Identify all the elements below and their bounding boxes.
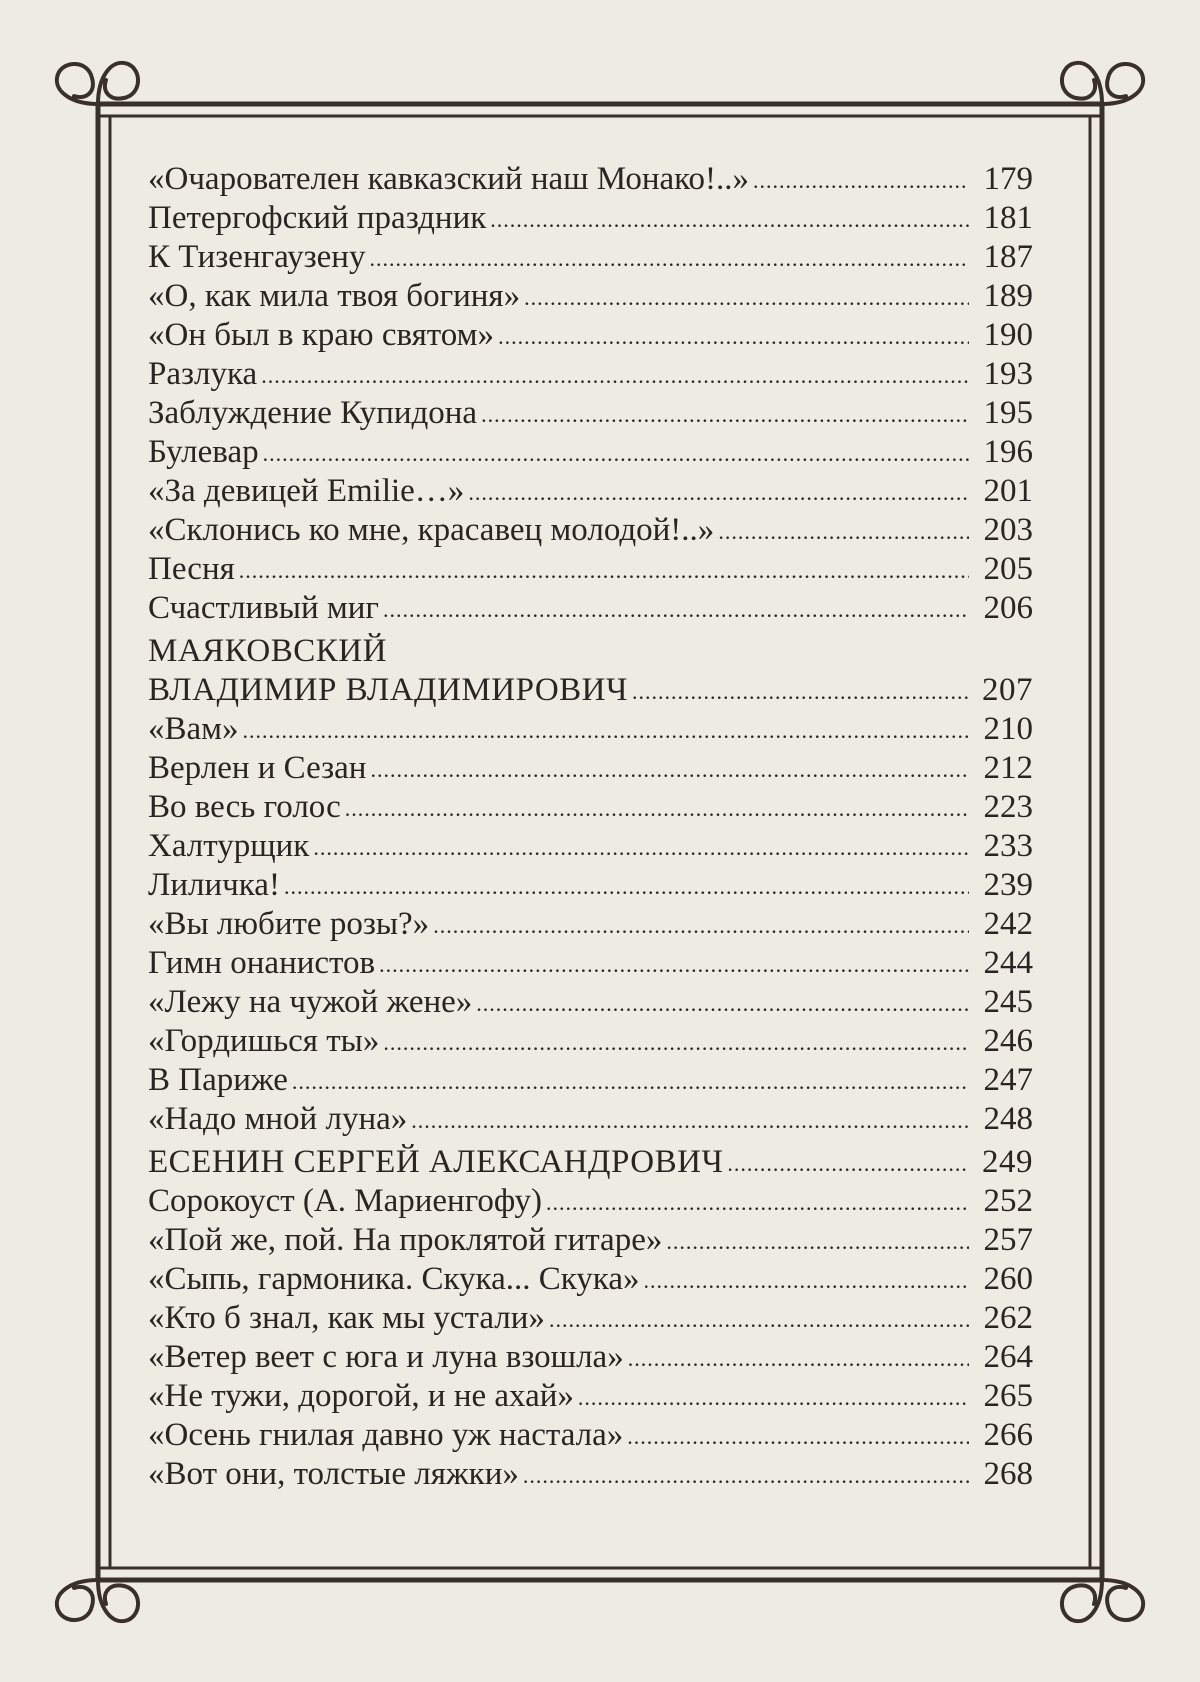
corner-flourish-top-right	[1062, 63, 1143, 104]
dot-leader	[718, 512, 969, 551]
toc-entry[interactable]	[148, 1455, 1033, 1494]
corner-flourish-bottom-left	[57, 1580, 138, 1621]
toc-entry[interactable]	[148, 788, 1033, 827]
toc-entry[interactable]	[148, 1100, 1033, 1139]
toc-entry[interactable]	[148, 710, 1033, 749]
toc-entry-page: 201	[983, 473, 1033, 509]
toc-entry-title: Во весь голос	[148, 789, 341, 825]
toc-entry-title: «Кто б знал, как мы устали»	[148, 1300, 545, 1336]
toc-entry-title: «Вот они, толстые ляжки»	[148, 1456, 519, 1492]
toc-entry[interactable]	[148, 1338, 1033, 1377]
toc-entry-title: Песня	[148, 551, 235, 587]
toc-entry[interactable]	[148, 550, 1033, 589]
toc-entry[interactable]	[148, 1260, 1033, 1299]
dot-leader	[727, 1144, 969, 1183]
toc-entry-page: 203	[983, 512, 1033, 548]
dot-leader	[632, 672, 969, 711]
dot-leader	[433, 906, 969, 945]
toc-entry-title: Счастливый миг	[148, 590, 379, 626]
toc-entry-title: «Вам»	[148, 711, 239, 747]
toc-entry-page: 252	[983, 1183, 1033, 1219]
author-heading-entry[interactable]	[148, 671, 1033, 710]
toc-entry[interactable]	[148, 749, 1033, 788]
toc-entry-page: 189	[983, 278, 1033, 314]
dot-leader	[481, 395, 969, 434]
toc-entry-title: Булевар	[148, 434, 259, 470]
toc-entry-page: 264	[983, 1339, 1033, 1375]
toc-entry-page: 246	[983, 1023, 1033, 1059]
toc-entry-page: 206	[983, 590, 1033, 626]
toc-entry-title: Гимн онанистов	[148, 945, 376, 981]
toc-entry-title: Сорокоуст (А. Мариенгофу)	[148, 1183, 542, 1219]
author-heading-page: 249	[982, 1144, 1033, 1180]
toc-section-3	[148, 1143, 1033, 1494]
toc-entry-title: «Не тужи, дорогой, и не ахай»	[148, 1378, 574, 1414]
toc-entry[interactable]	[148, 472, 1033, 511]
toc-entry[interactable]	[148, 1416, 1033, 1455]
toc-entry-page: 233	[983, 828, 1033, 864]
toc-entry-title: «Гордишься ты»	[148, 1023, 380, 1059]
toc-entry-title: Халтурщик	[148, 828, 310, 864]
toc-entry-title: «Он был в краю святом»	[148, 317, 495, 353]
toc-entry-page: 257	[983, 1222, 1033, 1258]
toc-entry[interactable]	[148, 433, 1033, 472]
toc-entry[interactable]	[148, 827, 1033, 866]
toc-entry[interactable]	[148, 316, 1033, 355]
toc-entry-page: 212	[983, 750, 1033, 786]
dot-leader	[498, 317, 969, 356]
dot-leader	[524, 278, 969, 317]
toc-entry-page: 245	[983, 984, 1033, 1020]
toc-entry[interactable]	[148, 905, 1033, 944]
author-heading: ЕСЕНИН СЕРГЕЙ АЛЕКСАНДРОВИЧ	[148, 1144, 724, 1180]
toc-entry-title: Петергофский праздник	[148, 200, 487, 236]
dot-leader	[643, 1261, 969, 1300]
toc-entry[interactable]	[148, 160, 1033, 199]
toc-entry-title: «Сыпь, гармоника. Скука... Скука»	[148, 1261, 640, 1297]
author-heading-line-2: ВЛАДИМИР ВЛАДИМИРОВИЧ	[148, 672, 628, 708]
toc-entry[interactable]	[148, 199, 1033, 238]
toc-entry[interactable]	[148, 589, 1033, 628]
toc-entry[interactable]	[148, 866, 1033, 905]
toc-entry[interactable]	[148, 1377, 1033, 1416]
dot-leader	[263, 434, 969, 473]
toc-entry-title: В Париже	[148, 1062, 288, 1098]
dot-leader	[549, 1300, 969, 1339]
dot-leader	[379, 945, 969, 984]
toc-entry-title: «Ветер веет с юга и луна взошла»	[148, 1339, 624, 1375]
toc-entry-page: 266	[983, 1417, 1033, 1453]
toc-entry-page: 247	[983, 1062, 1033, 1098]
toc-entry-page: 223	[983, 789, 1033, 825]
toc-entry[interactable]	[148, 238, 1033, 277]
dot-leader	[578, 1378, 969, 1417]
toc-entry[interactable]	[148, 1299, 1033, 1338]
toc-entry-title: «Очарователен кавказский наш Монако!..»	[148, 161, 749, 197]
toc-entry-title: «Склонись ко мне, красавец молодой!..»	[148, 512, 715, 548]
corner-flourish-top-left	[57, 63, 138, 104]
toc-entry-page: 205	[983, 551, 1033, 587]
toc-entry-title: Заблуждение Купидона	[148, 395, 478, 431]
toc-entry-title: «Осень гнилая давно уж настала»	[148, 1417, 624, 1453]
dot-leader	[490, 200, 969, 239]
toc-entry-title: «Надо мной луна»	[148, 1101, 408, 1137]
dot-leader	[753, 161, 969, 200]
dot-leader	[546, 1183, 969, 1222]
toc-entry-title: «За девицей Emilie…»	[148, 473, 465, 509]
dot-leader	[411, 1101, 969, 1140]
toc-entry[interactable]	[148, 983, 1033, 1022]
toc-entry-title: «Лежу на чужой жене»	[148, 984, 473, 1020]
toc-entry-page: 193	[983, 356, 1033, 392]
dot-leader	[476, 984, 969, 1023]
dot-leader	[468, 473, 969, 512]
toc-entry-page: 248	[983, 1101, 1033, 1137]
toc-entry-title: Разлука	[148, 356, 258, 392]
toc-entry[interactable]	[148, 355, 1033, 394]
toc-entry-page: 179	[983, 161, 1033, 197]
dot-leader	[239, 551, 969, 590]
dot-leader	[628, 1339, 969, 1378]
corner-flourish-bottom-right	[1062, 1580, 1143, 1621]
toc-entry[interactable]	[148, 394, 1033, 433]
author-heading-page: 207	[982, 672, 1033, 708]
toc-entry-page: 210	[983, 711, 1033, 747]
toc-entry-title: «Пой же, пой. На проклятой гитаре»	[148, 1222, 663, 1258]
dot-leader	[666, 1222, 969, 1261]
dot-leader	[345, 789, 969, 828]
dot-leader	[627, 1417, 969, 1456]
dot-leader	[284, 867, 969, 906]
toc-entry-page: 260	[983, 1261, 1033, 1297]
dot-leader	[383, 1023, 969, 1062]
author-heading-entry[interactable]	[148, 1143, 1033, 1182]
dot-leader	[243, 711, 969, 750]
table-of-contents	[148, 160, 1033, 1494]
toc-entry-page: 242	[983, 906, 1033, 942]
dot-leader	[313, 828, 969, 867]
author-heading-line-1: МАЯКОВСКИЙ	[148, 633, 387, 669]
toc-entry-title: Верлен и Сезан	[148, 750, 367, 786]
dot-leader	[261, 356, 969, 395]
toc-entry-page: 187	[983, 239, 1033, 275]
toc-entry-page: 268	[983, 1456, 1033, 1492]
toc-entry-page: 239	[983, 867, 1033, 903]
toc-section-2	[148, 632, 1033, 1139]
toc-entry[interactable]	[148, 511, 1033, 550]
toc-entry-title: К Тизенгаузену	[148, 239, 366, 275]
toc-section-1	[148, 160, 1033, 628]
dot-leader	[369, 239, 969, 278]
toc-entry-page: 181	[983, 200, 1033, 236]
toc-entry-page: 195	[983, 395, 1033, 431]
toc-entry-page: 262	[983, 1300, 1033, 1336]
toc-entry[interactable]	[148, 1182, 1033, 1221]
toc-entry-title: «О, как мила твоя богиня»	[148, 278, 521, 314]
toc-entry[interactable]	[148, 1061, 1033, 1100]
toc-entry[interactable]	[148, 1022, 1033, 1061]
toc-entry-title: Лиличка!	[148, 867, 280, 903]
dot-leader	[370, 750, 969, 789]
dot-leader	[292, 1062, 969, 1101]
toc-entry[interactable]	[148, 1221, 1033, 1260]
toc-entry-page: 265	[983, 1378, 1033, 1414]
toc-entry-page: 190	[983, 317, 1033, 353]
toc-entry-title: «Вы любите розы?»	[148, 906, 430, 942]
dot-leader	[383, 590, 969, 629]
toc-entry[interactable]	[148, 277, 1033, 316]
toc-entry[interactable]	[148, 944, 1033, 983]
toc-entry-page: 196	[983, 434, 1033, 470]
dot-leader	[523, 1456, 969, 1495]
toc-entry-page: 244	[983, 945, 1033, 981]
